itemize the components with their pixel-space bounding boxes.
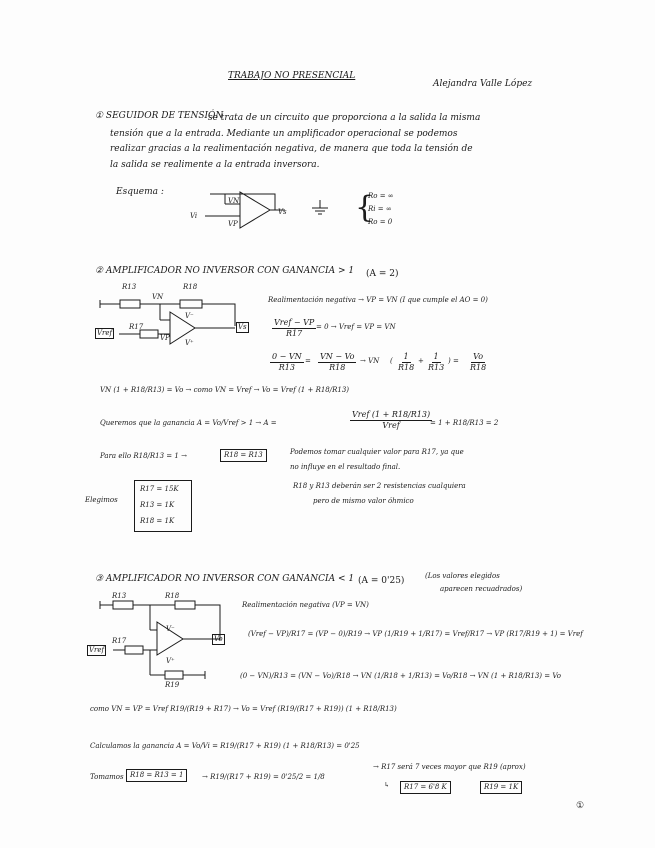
author-name: Alejandra Valle López — [433, 79, 533, 89]
equation: VN (1 + R18/R13) = Vo → como VN = Vref → Vo = Vref (1 + R18/R13) — [100, 386, 350, 394]
condition: Ro = ∞ — [368, 192, 394, 200]
chosen-value: R18 = 1K — [140, 517, 175, 525]
vo-terminal: Vo — [214, 635, 223, 643]
note-line: R18 y R13 deberán ser 2 resistencias cualquiera — [293, 482, 466, 490]
section1-heading: ① SEGUIDOR DE TENSIÓN — [95, 111, 224, 121]
section1-line: se trata de un circuito que proporciona a la salida la misma — [208, 113, 481, 123]
r18-r13-box: R18 = R13 = 1 — [126, 769, 187, 782]
equation: = 0 → Vref = VP = VN — [316, 323, 396, 331]
r17-label: R17 — [129, 323, 144, 331]
vref-terminal: Vref — [97, 329, 113, 337]
plus-sign: + — [418, 357, 424, 365]
vp-label: VP — [160, 334, 170, 342]
r19-label: R19 — [165, 681, 180, 689]
section1-line: tensión que a la entrada. Mediante un amplificador operacional se podemos — [110, 129, 458, 139]
note-line: pero de mismo valor óhmico — [313, 497, 414, 505]
page-number: ① — [576, 801, 585, 811]
r19-value-box: R19 = 1K — [480, 781, 522, 794]
condition: Ri = ∞ — [368, 205, 392, 213]
vminus-label: V⁻ — [185, 312, 194, 320]
vminus-label: V⁻ — [166, 625, 175, 633]
esquema-label: Esquema : — [116, 187, 164, 197]
equation: → R17 será 7 veces mayor que R19 (aprox) — [373, 763, 526, 771]
note-line: Podemos tomar cualquier valor para R17, ya que — [290, 448, 464, 456]
section1-line: realizar gracias a la realimentación negativa, de manera que toda la tensión de — [110, 144, 473, 154]
close-paren-equals: ) = — [448, 357, 459, 365]
fraction: Vref − VP R17 — [274, 318, 315, 338]
voltage-follower-schematic — [185, 188, 365, 238]
vp-label: VP — [228, 220, 238, 228]
r18-label: R18 — [183, 283, 198, 291]
fraction: Vref (1 + R18/R13) Vref — [352, 410, 431, 430]
equation: (Vref − VP)/R17 = (VP − 0)/R19 → VP (1/R19 + 1/R17) = Vref/R17 → VP (R17/R19 + 1) = Vref — [248, 630, 583, 638]
r18-label: R18 — [165, 592, 180, 600]
elegimos-label: Elegimos — [85, 496, 118, 504]
vplus-label: V⁺ — [185, 339, 194, 347]
non-inverting-amp-schematic-1 — [95, 286, 255, 356]
chosen-values-box — [134, 480, 192, 532]
para-ello: Para ello R18/R13 = 1 → — [100, 452, 187, 460]
non-inverting-amp-schematic-2 — [85, 595, 240, 695]
equation: = 1 + R18/R13 = 2 — [430, 419, 499, 427]
equation: Calculamos la ganancia A = Vo/Vi = R19/(R17 + R19) (1 + R18/R13) = 0'25 — [90, 742, 360, 750]
note-line: no influye en el resultado final. — [290, 463, 401, 471]
tomamos-label: Tomamos — [90, 773, 124, 781]
r17-label: R17 — [112, 637, 127, 645]
vref-terminal: Vref — [89, 646, 105, 654]
open-paren: ( — [390, 357, 393, 365]
equation: como VN = VP = Vref R19/(R19 + R17) → Vo = Vref (R19/(R17 + R19)) (1 + R18/R13) — [90, 705, 397, 713]
r13-label: R13 — [112, 592, 127, 600]
fraction: $\frac{Vo}{R18}$ — [470, 352, 487, 372]
aside-note: (Los valores elegidos — [425, 572, 500, 580]
section2-heading: ② AMPLIFICADOR NO INVERSOR CON GANANCIA > 1 — [95, 266, 355, 276]
equation: → VN — [360, 357, 380, 365]
arrow: ↳ — [384, 781, 390, 789]
fraction: $\frac{0 - VN}{R13}$ — [272, 352, 302, 372]
section1-line: la salida se realimente a la entrada inversora. — [110, 160, 320, 170]
r17-value-box: R17 = 6'8 K — [400, 781, 451, 794]
page-title: TRABAJO NO PRESENCIAL — [228, 71, 356, 81]
vi-label: Vi — [190, 212, 198, 220]
fraction: $\frac{1}{R18}$ — [398, 352, 415, 372]
r13-label: R13 — [122, 283, 137, 291]
equation: (0 − VN)/R13 = (VN − Vo)/R18 → VN (1/R18 + 1/R13) = Vo/R18 → VN (1 + R18/R13) = Vo — [240, 672, 561, 680]
fraction: $\frac{1}{R13}$ — [428, 352, 445, 372]
aside-note: aparecen recuadrados) — [440, 585, 523, 593]
brace: { — [355, 190, 375, 225]
vs-label: Vs — [278, 208, 287, 216]
realim-2: Realimentación negativa → VP = VN (I que cumple el AO = 0) — [268, 296, 488, 304]
chosen-value: R17 = 15K — [140, 485, 179, 493]
vn-label: VN — [152, 293, 164, 301]
fraction: $\frac{VN - Vo}{R18}$ — [320, 352, 355, 372]
vs-terminal: Vs — [238, 323, 247, 331]
condition: Ro = 0 — [368, 218, 393, 226]
equation: Queremos que la ganancia A = Vo/Vref > 1 → A = — [100, 419, 277, 427]
vplus-label: V⁺ — [166, 657, 175, 665]
equation: → R19/(R17 + R19) = 0'25/2 = 1/8 — [202, 773, 325, 781]
chosen-value: R13 = 1K — [140, 501, 175, 509]
vn-label: VN — [228, 197, 240, 205]
section2-gain: (A = 2) — [366, 269, 399, 279]
realim-3: Realimentación negativa (VP = VN) — [242, 601, 369, 609]
equals-sign: = — [305, 357, 311, 365]
section3-heading: ③ AMPLIFICADOR NO INVERSOR CON GANANCIA < 1 — [95, 574, 355, 584]
r18-equals-r13-box: R18 = R13 — [220, 449, 267, 462]
section3-gain: (A = 0'25) — [358, 576, 405, 586]
